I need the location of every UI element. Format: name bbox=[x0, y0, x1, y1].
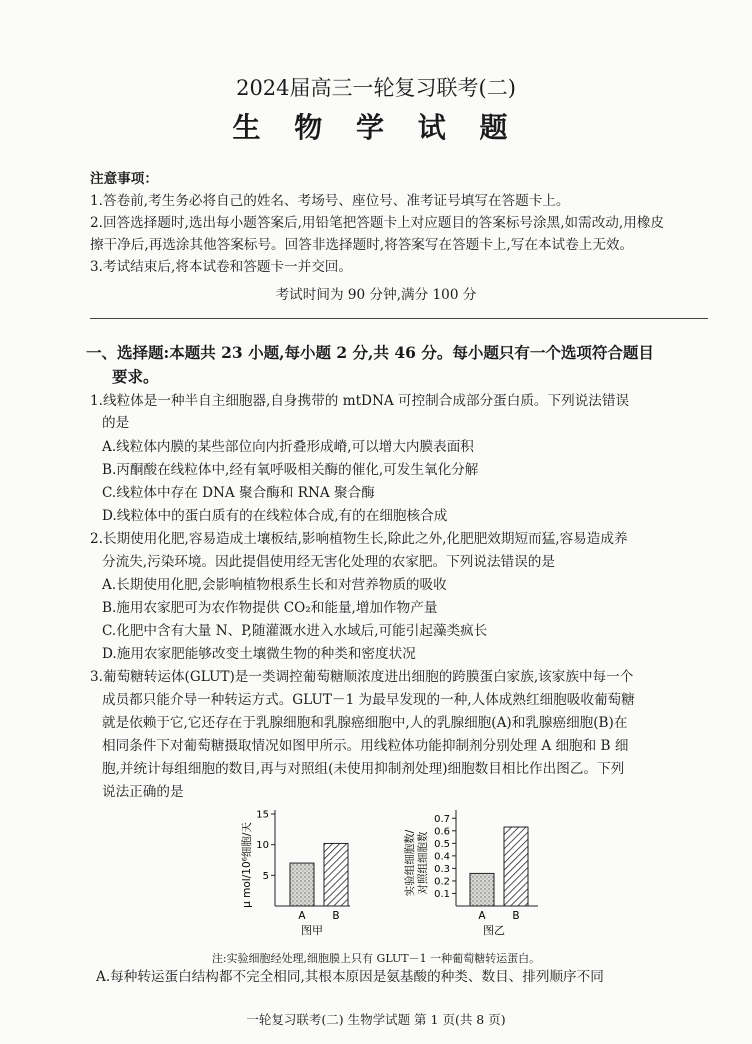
chart-jia-bar-a bbox=[290, 863, 314, 906]
chart-yi-y-tick-label: 0.7 bbox=[434, 813, 450, 825]
chart-yi-bar-a bbox=[470, 873, 494, 906]
question-2-stem: 分流失,污染环境。因此提倡使用经无害化处理的农家肥。下列说法错误的是 bbox=[102, 554, 555, 570]
notice-heading: 注意事项： bbox=[90, 171, 158, 187]
page-footer: 一轮复习联考(二) 生物学试题 第 1 页(共 8 页) bbox=[246, 1012, 506, 1027]
chart-jia-x-tick-label: A bbox=[298, 910, 306, 922]
divider-line bbox=[90, 318, 708, 319]
chart-jia-bar-b bbox=[324, 843, 348, 906]
chart-yi bbox=[403, 810, 538, 937]
question-1-option-b: B.丙酮酸在线粒体中,经有氧呼吸相关酶的催化,可发生氧化分解 bbox=[102, 462, 479, 478]
question-1-stem: 的是 bbox=[102, 415, 130, 431]
question-3-stem: 相同条件下对葡萄糖摄取情况如图甲所示。用线粒体功能抑制剂分别处理 A 细胞和 B 细 bbox=[102, 738, 629, 754]
question-1-option-d: D.线粒体中的蛋白质有的在线粒体合成,有的在细胞核合成 bbox=[102, 508, 448, 524]
question-3-stem: 成员都只能介导一种转运方式。GLUT－1 为最早发现的一种,人体成熟红细胞吸收葡萄糖 bbox=[102, 692, 635, 708]
notice-item: 1.答卷前,考生务必将自己的姓名、考场号、座位号、准考证号填写在答题卡上。 bbox=[90, 193, 570, 209]
question-3-option-a: A.每种转运蛋白结构都不完全相同,其根本原因是氨基酸的种类、数目、排列顺序不同 bbox=[96, 969, 604, 985]
question-1-stem: 1.线粒体是一种半自主细胞器,自身携带的 mtDNA 可控制合成部分蛋白质。下列说法错误 bbox=[90, 393, 630, 409]
chart-yi-y-axis-label-line1: 实验组细胞数/ bbox=[404, 829, 416, 897]
question-1-option-a: A.线粒体内膜的某些部位向内折叠形成嵴,可以增大内膜表面积 bbox=[102, 439, 474, 455]
question-2-option-b: B.施用农家肥可为农作物提供 CO₂和能量,增加作物产量 bbox=[102, 600, 438, 616]
exam-time-info: 考试时间为 90 分钟,满分 100 分 bbox=[275, 287, 477, 303]
question-2-option-c: C.化肥中含有大量 N、P,随灌溉水进入水域后,可能引起藻类疯长 bbox=[102, 623, 488, 639]
question-1-option-c: C.线粒体中存在 DNA 聚合酶和 RNA 聚合酶 bbox=[102, 485, 375, 501]
chart-yi-y-tick-label: 0.3 bbox=[434, 863, 450, 875]
question-3-stem: 3.葡萄糖转运体(GLUT)是一类调控葡萄糖顺浓度进出细胞的跨膜蛋白家族,该家族中每一个 bbox=[90, 669, 634, 685]
figure-note: 注:实验细胞经处理,细胞膜上只有 GLUT－1 一种葡萄糖转运蛋白。 bbox=[211, 952, 541, 965]
chart-yi-y-tick-label: 0.5 bbox=[434, 838, 450, 850]
chart-jia-y-tick-label: 15 bbox=[256, 809, 269, 821]
section-heading: 一、选择题:本题共 23 小题,每小题 2 分,共 46 分。每小题只有一个选项符合题目 bbox=[86, 343, 654, 362]
chart-jia-y-tick-label: 5 bbox=[262, 870, 269, 882]
chart-yi-y-axis-label-line2: 对照组细胞数 bbox=[417, 831, 429, 895]
chart-jia-x-tick-label: B bbox=[332, 910, 340, 922]
exam-title: 2024届高三一轮复习联考(二) bbox=[236, 76, 516, 100]
question-2-option-d: D.施用农家肥能够改变土壤微生物的种类和密度状况 bbox=[102, 646, 416, 662]
chart-yi-y-tick-label: 0.4 bbox=[434, 851, 450, 863]
figure-charts bbox=[220, 800, 580, 950]
chart-yi-x-tick-label: A bbox=[478, 910, 486, 922]
chart-yi-y-tick-label: 0.2 bbox=[434, 876, 450, 888]
question-3-stem: 就是依赖于它,它还存在于乳腺细胞和乳腺癌细胞中,人的乳腺细胞(A)和乳腺癌细胞(B)在 bbox=[102, 715, 628, 731]
chart-yi-bar-b bbox=[504, 827, 528, 906]
question-2-stem: 2.长期使用化肥,容易造成土壤板结,影响植物生长,除此之外,化肥肥效期短而猛,容易造成养 bbox=[90, 531, 628, 547]
subject-title: 生 物 学 试 题 bbox=[232, 111, 520, 144]
notice-item: 2.回答选择题时,选出每小题答案后,用铅笔把答题卡上对应题目的答案标号涂黑,如需改动,用橡皮 bbox=[90, 215, 665, 231]
chart-yi-x-tick-label: B bbox=[512, 910, 520, 922]
chart-yi-y-tick-label: 0.1 bbox=[434, 888, 450, 900]
chart-jia-y-tick-label: 10 bbox=[256, 840, 269, 852]
question-3-stem: 胞,并统计每组细胞的数目,再与对照组(未使用抑制剂处理)细胞数目相比作出图乙。下列 bbox=[102, 761, 625, 777]
notice-item: 擦干净后,再选涂其他答案标号。回答非选择题时,将答案写在答题卡上,写在本试卷上无效。 bbox=[90, 237, 634, 253]
question-3-stem: 说法正确的是 bbox=[102, 784, 184, 800]
chart-yi-title: 图乙 bbox=[483, 924, 505, 937]
section-heading-cont: 要求。 bbox=[112, 367, 159, 386]
chart-jia-y-axis-label: μ mol/10⁶细胞/天 bbox=[241, 822, 253, 908]
question-2-option-a: A.长期使用化肥,会影响植物根系生长和对营养物质的吸收 bbox=[102, 577, 447, 593]
chart-jia bbox=[241, 810, 350, 938]
chart-yi-y-tick-label: 0.6 bbox=[434, 826, 450, 838]
notice-item: 3.考试结束后,将本试卷和答题卡一并交回。 bbox=[90, 259, 352, 275]
chart-jia-title: 图甲 bbox=[301, 924, 323, 937]
